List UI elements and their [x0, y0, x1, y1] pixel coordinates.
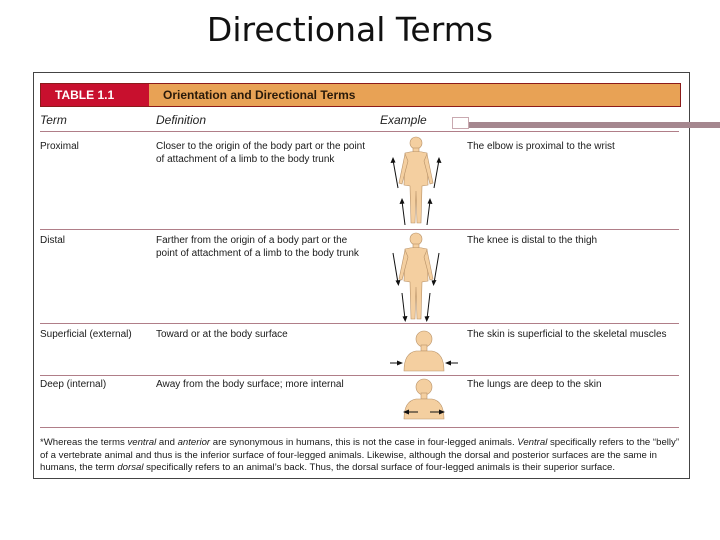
- row-deep-term: Deep (internal): [40, 379, 107, 390]
- column-header-example: Example: [380, 113, 427, 127]
- row-superficial-term: Superficial (external): [40, 329, 132, 340]
- row-divider: [40, 323, 679, 324]
- column-header-definition: Definition: [156, 113, 207, 127]
- row-deep-example: The lungs are deep to the skin: [467, 379, 602, 390]
- superficial-body-figure: [386, 329, 462, 373]
- table-footnote: *Whereas the terms ventral and anterior are synonymous in humans, this is not the case in four-legged animals. Ventral specifically refers to the “belly” of a vertebrate animal and thus is the inferior surface of four-legged animals. Likewise, although the dorsal and posterior surfaces are the same in humans, the term dorsal specifically refers to an animal’s back. Thus, the dorsal surface of four-legged animals is their superior surface.: [40, 437, 680, 473]
- orientation-table: [33, 72, 690, 479]
- horizontal-scrollbar[interactable]: [467, 122, 720, 128]
- table-title: Orientation and Directional Terms: [149, 84, 680, 106]
- column-header-term: Term: [40, 113, 67, 127]
- slide-title: Directional Terms: [206, 10, 494, 49]
- distal-body-figure: [386, 231, 446, 325]
- row-distal-term: Distal: [40, 235, 66, 246]
- header-rule: [40, 131, 679, 132]
- scrollbar-thumb[interactable]: [452, 117, 469, 129]
- row-superficial-definition: Toward or at the body surface: [156, 329, 288, 340]
- row-proximal-definition: Closer to the origin of the body part or the point of attachment of a limb to the body trunk: [156, 141, 366, 165]
- row-proximal-term: Proximal: [40, 141, 79, 152]
- row-deep-definition: Away from the body surface; more internal: [156, 379, 344, 390]
- row-superficial-example: The skin is superficial to the skeletal muscles: [467, 329, 667, 340]
- proximal-body-figure: [386, 135, 446, 227]
- row-proximal-example: The elbow is proximal to the wrist: [467, 141, 615, 152]
- table-number: TABLE 1.1: [41, 84, 149, 106]
- row-distal-example: The knee is distal to the thigh: [467, 235, 598, 246]
- footnote-rule: [40, 427, 679, 428]
- deep-body-figure: [386, 375, 462, 421]
- row-distal-definition: Farther from the origin of a body part or the point of attachment of a limb to the body trunk: [156, 235, 359, 259]
- row-divider: [40, 229, 679, 230]
- table-header-bar: [40, 83, 681, 107]
- row-divider: [40, 375, 679, 376]
